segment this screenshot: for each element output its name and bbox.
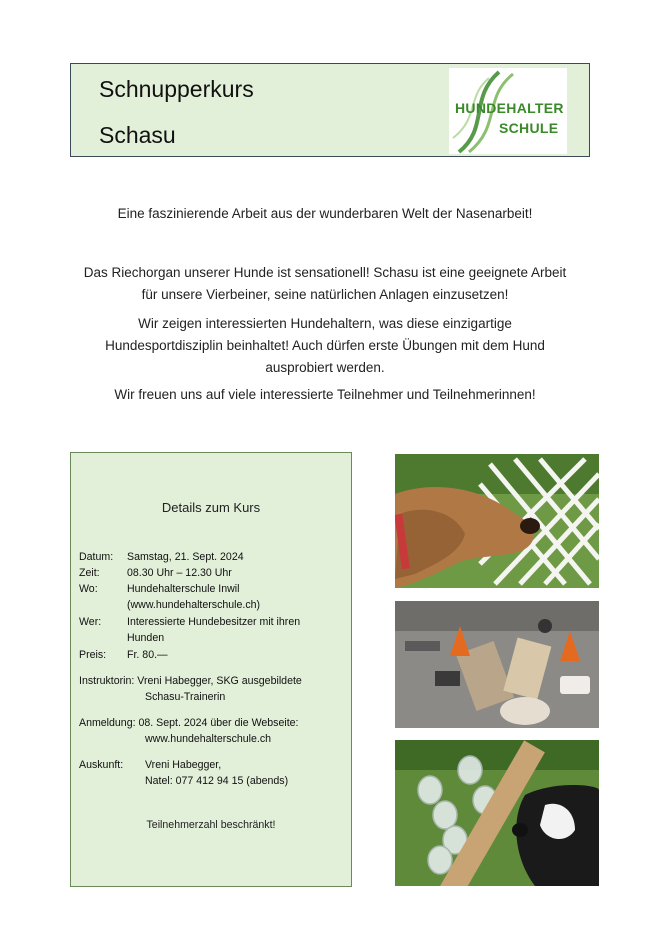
wo-value-line1: Hundehalterschule Inwil [127, 583, 240, 595]
header-box [70, 63, 590, 157]
datum-value: Samstag, 21. Sept. 2024 [127, 551, 244, 563]
logo-text-line2: SCHULE [499, 120, 559, 136]
preis-value: Fr. 80.— [127, 649, 168, 661]
wer-label: Wer: [79, 616, 102, 628]
intro-p2-line1: Das Riechorgan unserer Hunde ist sensationell! Schasu ist eine geeignete Arbeit [83, 265, 567, 280]
photo-dog-fence [395, 454, 599, 588]
intro-p2-line2: für unsere Vierbeiner, seine natürlichen Anlagen einzusetzen! [141, 287, 509, 302]
logo-text-line1: HUNDEHALTER [455, 100, 564, 116]
wer-value-line1: Interessierte Hundebesitzer mit ihren [127, 616, 301, 628]
wo-value-line2: (www.hundehalterschule.ch) [127, 599, 261, 611]
intro-paragraph-4 [40, 384, 610, 406]
hundehalterschule-logo [449, 68, 567, 154]
anmeldung-line1: Anmeldung: 08. Sept. 2024 über die Webseite: [79, 717, 299, 729]
page-title-line2: Schasu [99, 122, 176, 148]
wer-value-line2: Hunden [127, 632, 165, 644]
preis-label: Preis: [79, 649, 107, 661]
intro-p3-line1: Wir zeigen interessierten Hundehaltern, was diese einzigartige [138, 316, 512, 331]
auskunft-line1: Vreni Habegger, [145, 759, 222, 771]
datum-label: Datum: [79, 551, 114, 563]
wo-label: Wo: [79, 583, 98, 595]
course-details-box [70, 452, 352, 887]
photo-dog-bottles [395, 740, 599, 886]
instruktorin-line2: Schasu-Trainerin [145, 691, 226, 703]
intro-p1-text: Eine faszinierende Arbeit aus der wunderbaren Welt der Nasenarbeit! [117, 206, 533, 221]
zeit-value: 08.30 Uhr – 12.30 Uhr [127, 567, 232, 579]
page-title-line1: Schnupperkurs [99, 76, 254, 102]
auskunft-line2: Natel: 077 412 94 15 (abends) [145, 775, 289, 787]
intro-p4-text: Wir freuen uns auf viele interessierte Teilnehmer und Teilnehmerinnen! [114, 387, 536, 402]
auskunft-label: Auskunft: [79, 759, 124, 771]
anmeldung-link[interactable]: www.hundehalterschule.ch [145, 733, 272, 745]
intro-paragraph-3 [40, 313, 610, 379]
intro-paragraph-1 [40, 203, 610, 225]
photo-scent-equipment [395, 601, 599, 728]
details-title: Details zum Kurs [161, 500, 261, 515]
intro-p3-line2: Hundesportdisziplin beinhaltet! Auch dürfen erste Übungen mit dem Hund [105, 338, 545, 353]
intro-paragraph-2 [40, 262, 610, 306]
intro-p3-line3: ausprobiert werden. [265, 360, 385, 375]
zeit-label: Zeit: [79, 567, 100, 579]
instruktorin-line1: Instruktorin: Vreni Habegger, SKG ausgebildete [79, 675, 302, 687]
participant-limit-note: Teilnehmerzahl beschränkt! [146, 819, 276, 831]
